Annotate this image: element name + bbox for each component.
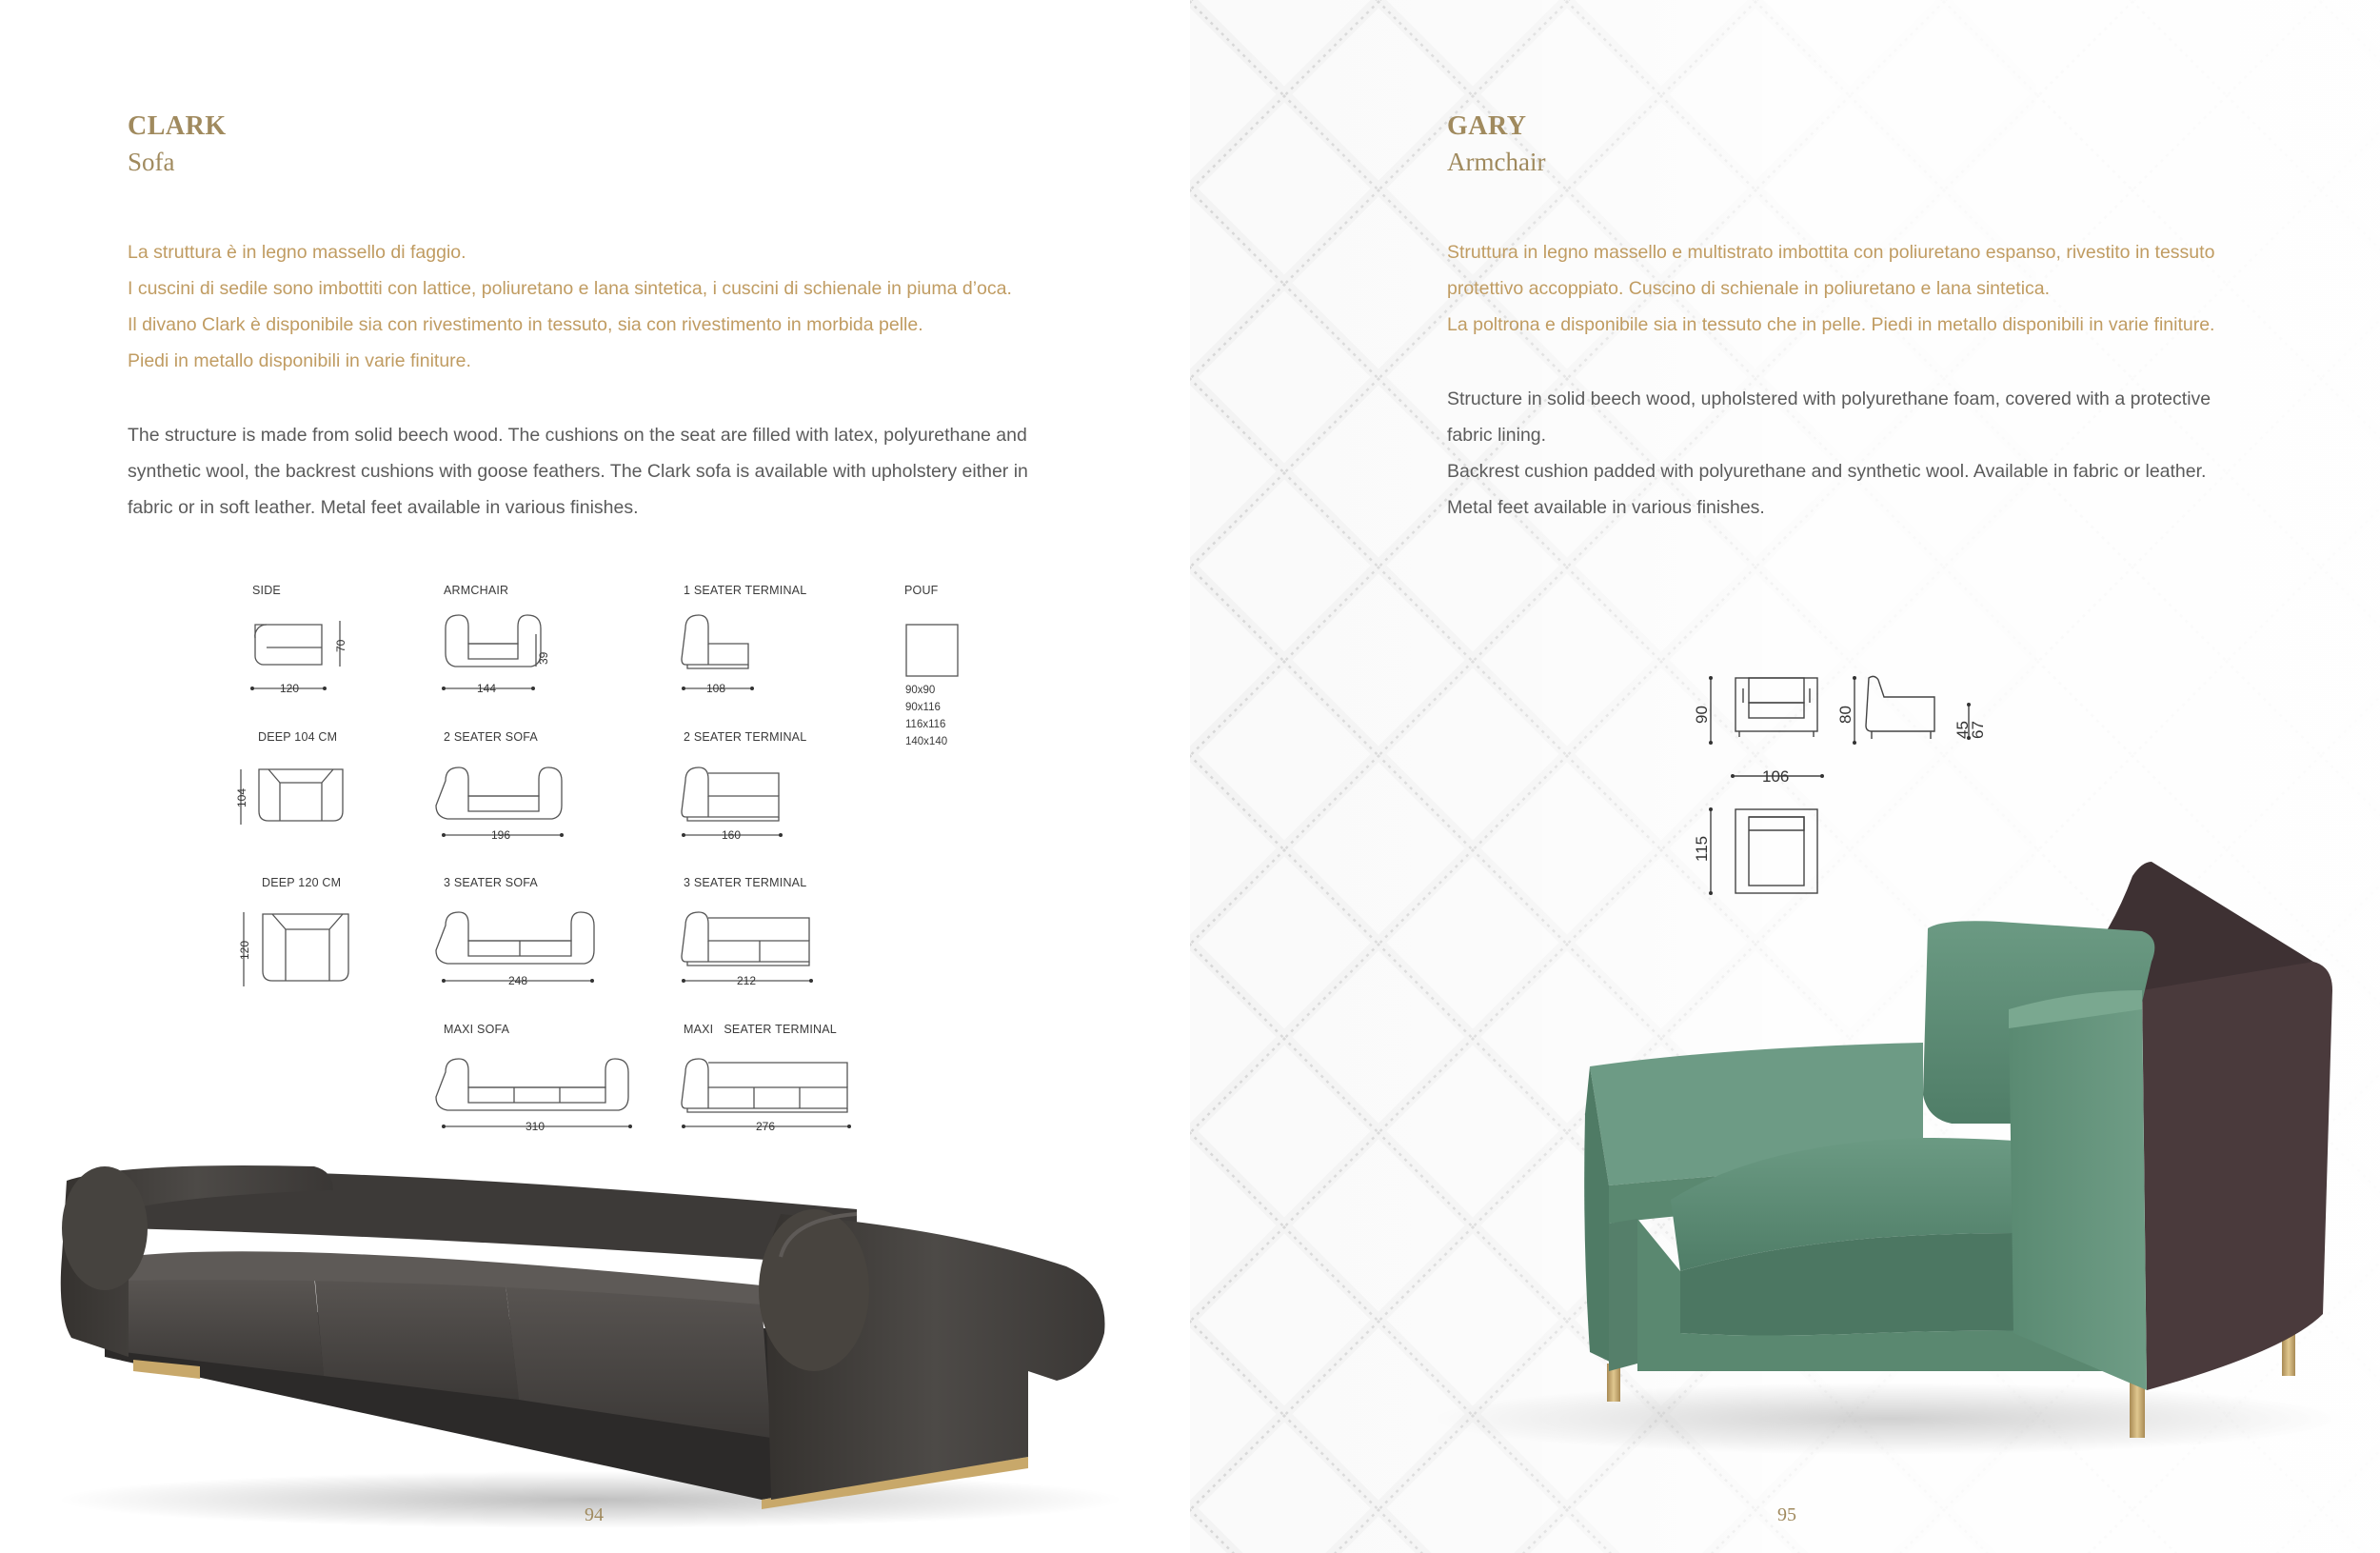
label-maxi-terminal: MAXI SEATER TERMINAL bbox=[684, 1023, 837, 1036]
side-view-drawing bbox=[255, 625, 322, 665]
italian-line: Il divano Clark è disponibile sia con rivestimento in tessuto, sia con rivestimento in morbida pelle. bbox=[128, 314, 923, 335]
page-number: 95 bbox=[1777, 1504, 1796, 1525]
right-page bbox=[1190, 0, 2380, 1553]
label-two-seater-terminal: 2 SEATER TERMINAL bbox=[684, 730, 807, 744]
three-seater-sofa-drawing bbox=[436, 912, 594, 964]
dim-seat-height: 45 bbox=[1954, 721, 1972, 739]
english-line: The structure is made from solid beech wood. The cushions on the seat are filled with latex, polyurethane and bbox=[128, 425, 1027, 446]
label-pouf: POUF bbox=[904, 584, 939, 597]
italian-line: Piedi in metallo disponibili in varie finiture. bbox=[128, 350, 471, 371]
armchair-drawing bbox=[446, 615, 541, 667]
label-maxi-sofa: MAXI SOFA bbox=[444, 1023, 510, 1036]
italian-line: I cuscini di sedile sono imbottiti con lattice, poliuretano e lana sintetica, i cuscini di schienale in piuma d’oca. bbox=[128, 278, 1012, 299]
deep104-drawing bbox=[259, 769, 343, 821]
label-three-seater-sofa: 3 SEATER SOFA bbox=[444, 876, 538, 889]
italian-line: protettivo accoppiato. Cuscino di schienale in poliuretano e lana sintetica. bbox=[1447, 278, 2051, 299]
english-line: synthetic wool, the backrest cushions with goose feathers. The Clark sofa is available with upholstery either in bbox=[128, 461, 1028, 482]
pouf-size: 90x116 bbox=[905, 702, 941, 713]
label-side: SIDE bbox=[252, 584, 281, 597]
italian-line: La struttura è in legno massello di faggio. bbox=[128, 242, 466, 263]
dim-two-terminal-width: 160 bbox=[722, 828, 742, 842]
gary-armchair-image bbox=[1190, 0, 2380, 1553]
dim-arm-height: 67 bbox=[1969, 721, 1987, 739]
dim-deep120: 120 bbox=[238, 940, 251, 960]
dim-three-sofa-width: 248 bbox=[508, 974, 528, 987]
pouf-drawing bbox=[906, 625, 958, 676]
product-subtitle: Armchair bbox=[1447, 148, 1546, 176]
label-two-seater-sofa: 2 SEATER SOFA bbox=[444, 730, 538, 744]
dim-depth: 115 bbox=[1693, 835, 1711, 862]
dim-front-height: 90 bbox=[1693, 706, 1711, 724]
pouf-size: 90x90 bbox=[905, 685, 936, 696]
dim-three-terminal-width: 212 bbox=[737, 974, 757, 987]
label-three-seater-terminal: 3 SEATER TERMINAL bbox=[684, 876, 807, 889]
label-armchair: ARMCHAIR bbox=[444, 584, 509, 597]
maxi-terminal-drawing bbox=[682, 1059, 847, 1112]
product-subtitle: Sofa bbox=[128, 148, 175, 176]
english-line: Backrest cushion padded with polyurethane and synthetic wool. Available in fabric or leather. bbox=[1447, 461, 2207, 482]
italian-line: La poltrona e disponibile sia in tessuto che in pelle. Piedi in metallo disponibili in varie finiture. bbox=[1447, 314, 2215, 335]
dim-one-terminal-width: 108 bbox=[706, 682, 726, 695]
italian-line: Struttura in legno massello e multistrato imbottita con poliuretano espanso, rivestito in tessuto bbox=[1447, 242, 2215, 263]
page-number: 94 bbox=[585, 1504, 604, 1525]
maxi-sofa-drawing bbox=[436, 1059, 628, 1110]
dim-side-width: 120 bbox=[280, 682, 300, 695]
english-line: Metal feet available in various finishes. bbox=[1447, 497, 1765, 518]
dim-side-height: 70 bbox=[334, 639, 347, 652]
dim-armchair-height: 39 bbox=[537, 651, 550, 665]
dim-armchair-width: 144 bbox=[477, 682, 497, 695]
dim-maxi-sofa-width: 310 bbox=[526, 1120, 545, 1133]
three-seater-terminal-drawing bbox=[682, 912, 809, 966]
english-line: fabric or in soft leather. Metal feet available in various finishes. bbox=[128, 497, 639, 518]
dim-width: 106 bbox=[1762, 767, 1790, 786]
english-line: fabric lining. bbox=[1447, 425, 1547, 446]
label-deep120: DEEP 120 CM bbox=[262, 876, 342, 889]
dim-side-height: 80 bbox=[1836, 706, 1854, 724]
product-title: CLARK bbox=[128, 111, 227, 141]
clark-sofa-image bbox=[0, 1124, 1190, 1553]
label-deep104: DEEP 104 CM bbox=[258, 730, 338, 744]
english-line: Structure in solid beech wood, upholstered with polyurethane foam, covered with a protective bbox=[1447, 388, 2211, 409]
one-seater-terminal-drawing bbox=[682, 615, 748, 668]
dim-maxi-terminal-width: 276 bbox=[756, 1120, 776, 1133]
pouf-size: 140x140 bbox=[905, 736, 948, 747]
deep120-drawing bbox=[263, 914, 348, 981]
pouf-size: 116x116 bbox=[905, 719, 946, 730]
two-seater-terminal-drawing bbox=[682, 767, 779, 821]
dim-deep104: 104 bbox=[235, 787, 248, 807]
product-title: GARY bbox=[1447, 111, 1527, 141]
dim-two-sofa-width: 196 bbox=[491, 828, 511, 842]
label-one-seater-terminal: 1 SEATER TERMINAL bbox=[684, 584, 807, 597]
two-seater-sofa-drawing bbox=[436, 767, 562, 819]
